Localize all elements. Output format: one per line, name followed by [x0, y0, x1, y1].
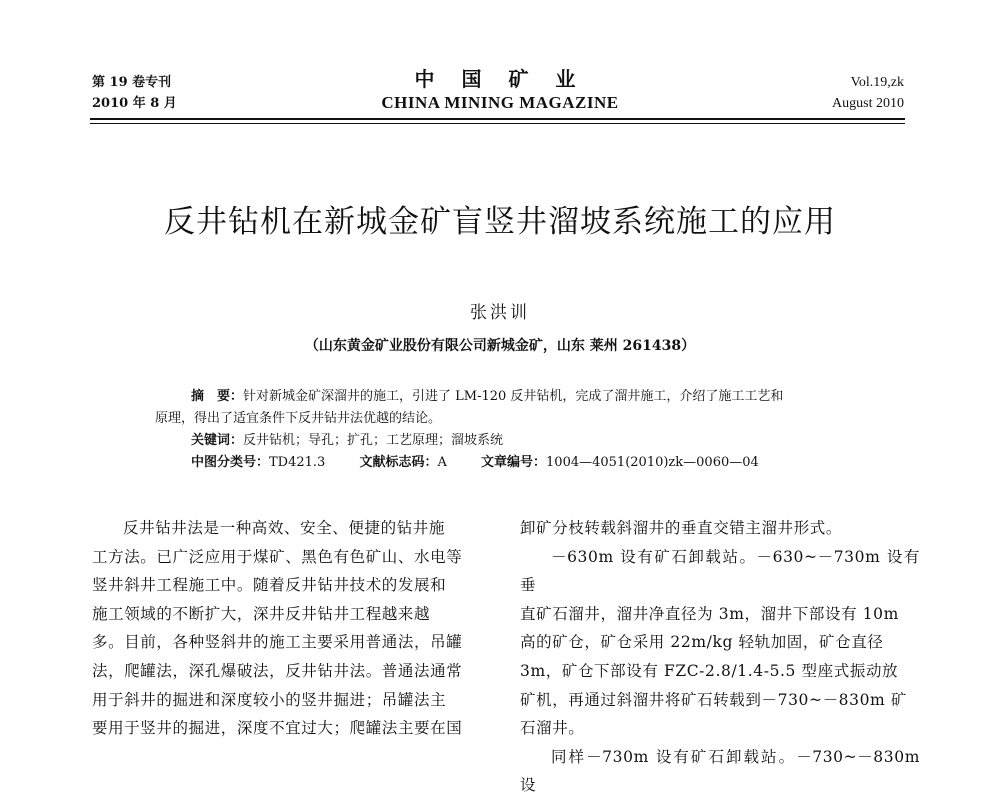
right-line-8: 同样－730m 设有矿石卸载站。－730~－830m 设	[520, 747, 920, 795]
article-no-value: 1004—4051(2010)zk—0060—04	[546, 455, 759, 470]
clc-label: 中图分类号：	[191, 455, 270, 470]
right-line-1: 卸矿分枝转载斜溜井的垂直交错主溜井形式。	[520, 519, 843, 537]
journal-name-en: CHINA MINING MAGAZINE	[381, 93, 619, 112]
abstract-text-1: 针对新城金矿深溜井的施工，引进了 LM-120 反井钻机，完成了溜井施工，介绍了施工工艺和	[243, 389, 784, 404]
keywords-text: 反井钻机；导孔；扩孔；工艺原理；溜坡系统	[243, 433, 504, 448]
abstract-label: 摘 要：	[191, 389, 244, 404]
doc-code-label: 文献标志码：	[359, 455, 438, 470]
classification-line	[155, 452, 845, 474]
article-title: 反井钻机在新城金矿盲竖井溜坡系统施工的应用	[164, 204, 836, 240]
right-line-5: 3m，矿仓下部设有 FZC-2.8/1.4-5.5 型座式振动放	[520, 661, 899, 680]
author-affiliation: （山东黄金矿业股份有限公司新城金矿，山东 莱州 261438）	[304, 338, 696, 354]
doc-code-value: A	[437, 455, 447, 470]
right-line-4: 高的矿仓，矿仓采用 22m/kg 轻轨加固，矿仓直径	[520, 633, 884, 652]
volume-info	[832, 72, 904, 114]
issue-volume: 第 19 卷专刊	[92, 75, 172, 90]
clc-value: TD421.3	[269, 455, 326, 470]
header-rule-thin	[90, 123, 905, 124]
keywords-label: 关键词：	[191, 433, 244, 448]
left-line-8: 要用于竖井的掘进，深度不宜过大；爬罐法主要在国	[92, 719, 463, 738]
journal-name-cn: 中 国 矿 业	[414, 67, 586, 91]
volume-number: Vol.19,zk	[850, 75, 904, 90]
abstract-line-1	[155, 386, 845, 408]
left-line-2: 工方法。已广泛应用于煤矿、黑色有色矿山、水电等	[92, 547, 463, 566]
right-line-7: 石溜井。	[520, 719, 585, 738]
right-line-2: －630m 设有矿石卸载站。－630~－730m 设有垂	[520, 547, 920, 595]
volume-date: August 2010	[832, 96, 904, 111]
right-line-3: 直矿石溜井，溜井净直径为 3m，溜井下部设有 10m	[520, 604, 899, 623]
keywords-line	[155, 430, 845, 452]
issue-date: 2010 年 8 月	[92, 96, 177, 111]
header-rule-thick	[90, 118, 905, 120]
article-author: 张洪训	[470, 303, 530, 323]
left-line-6: 法，爬罐法，深孔爆破法，反井钻井法。普通法通常	[92, 661, 463, 680]
left-line-7: 用于斜井的掘进和深度较小的竖井掘进；吊罐法主	[92, 690, 447, 709]
body-right-column	[520, 514, 920, 800]
left-line-5: 多。目前，各种竖斜井的施工主要采用普通法，吊罐	[92, 633, 463, 652]
left-line-1: 反井钻井法是一种高效、安全、便捷的钻井施	[123, 519, 446, 537]
left-line-3: 竖井斜井工程施工中。随着反井钻井技术的发展和	[92, 576, 447, 595]
article-no-label: 文章编号：	[481, 455, 547, 470]
body-left-column	[92, 514, 492, 743]
left-line-4: 施工领域的不断扩大，深井反井钻井工程越来越	[92, 604, 431, 623]
abstract-block	[155, 386, 845, 474]
right-line-6: 矿机，再通过斜溜井将矿石转载到－730~－830m 矿	[520, 690, 907, 709]
abstract-line-2: 原理，得出了适宜条件下反井钻井法优越的结论。	[155, 411, 442, 426]
